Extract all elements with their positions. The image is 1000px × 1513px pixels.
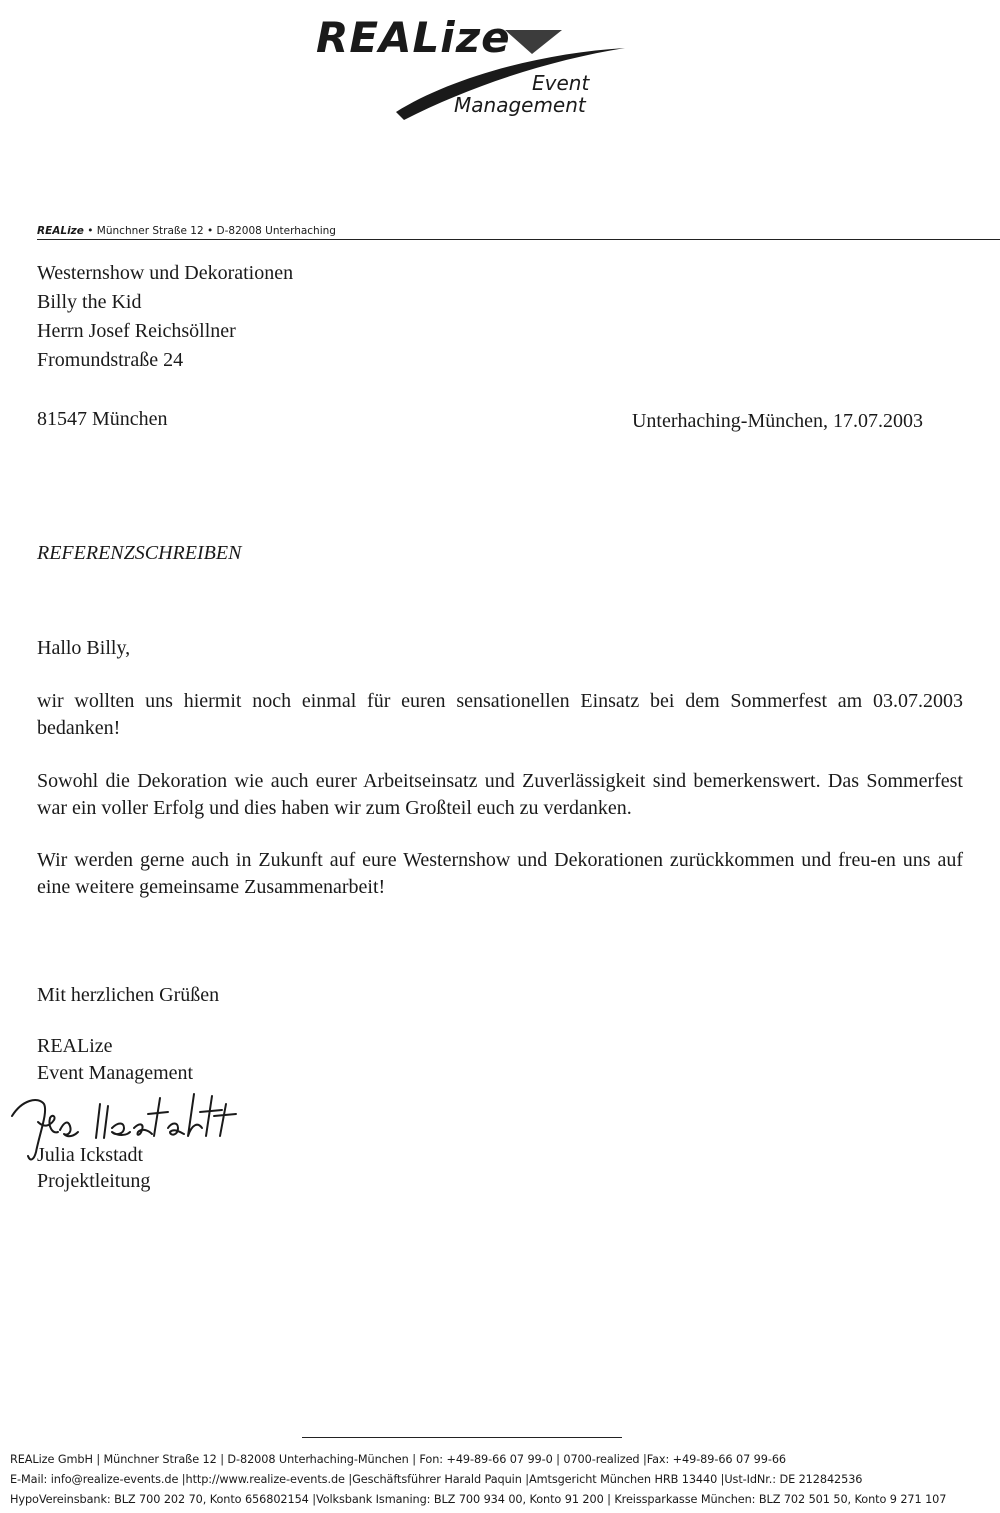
recipient-line-3: Herrn Josef Reichsöllner: [37, 320, 236, 342]
signature-text: Julia Ickstadt: [8, 1082, 14, 1083]
recipient-line-2: Billy the Kid: [37, 291, 142, 313]
footer-info: [10, 1450, 995, 1510]
signer-title: Projektleitung: [37, 1170, 151, 1192]
closing-company-line-1: REALize: [37, 1035, 113, 1057]
footer-divider: [302, 1437, 622, 1438]
sender-divider: [37, 239, 1000, 240]
logo-wordmark: REALize: [316, 13, 511, 62]
company-logo: [300, 8, 630, 126]
logo-event-text: Event: [532, 71, 590, 95]
recipient-line-4: Fromundstraße 24: [37, 349, 184, 371]
letter-subject: REFERENZSCHREIBEN: [37, 542, 242, 564]
signer-name: Julia Ickstadt: [37, 1144, 144, 1166]
sender-address: • Münchner Straße 12 • D-82008 Unterhaching: [87, 225, 336, 237]
closing-company-line-2: Event Management: [37, 1062, 194, 1084]
footer-line-3: HypoVereinsbank: BLZ 700 202 70, Konto 656802154 |Volksbank Ismaning: BLZ 700 934 00, Konto 91 200 | Kreissparkasse München: BLZ 702 501 50, Konto 9 271 107: [10, 1493, 947, 1506]
recipient-line-1: Westernshow und Dekorationen: [37, 262, 294, 284]
closing-salutation: Mit herzlichen Grüßen: [37, 984, 220, 1006]
letter-date: Unterhaching-München, 17.07.2003: [631, 410, 923, 432]
footer-line-1: REALize GmbH | Münchner Straße 12 | D-82008 Unterhaching-München | Fon: +49-89-66 07 99-0 | 0700-realized |Fax: +49-89-66 07 99-66: [10, 1453, 786, 1466]
sender-return-address: [37, 224, 336, 238]
body-paragraph-1: wir wollten uns hiermit noch einmal für euren sensationellen Einsatz bei dem Sommerfest am 03.07.2003 bedanken!: [37, 690, 963, 739]
body-paragraph-3: Wir werden gerne auch in Zukunft auf eure Westernshow und Dekorationen zurückkommen und freu-en uns auf eine weitere gemeinsame Zusammenarbeit!: [37, 849, 963, 898]
logo-management-text: Management: [454, 93, 586, 117]
letter-greeting: Hallo Billy,: [37, 637, 131, 659]
footer-line-2: E-Mail: info@realize-events.de |http://www.realize-events.de |Geschäftsführer Harald Paquin |Amtsgericht München HRB 13440 |Ust-IdNr.: DE 212842536: [10, 1473, 863, 1486]
body-paragraph-2: Sowohl die Dekoration wie auch eurer Arbeitseinsatz und Zuverlässigkeit sind bemerkenswert. Das Sommerfest war ein voller Erfolg und dies haben wir zum Großteil euch zu verdanken.: [37, 770, 963, 819]
recipient-address: [37, 259, 293, 375]
sender-brand: REALize: [37, 225, 84, 237]
recipient-city: 81547 München: [37, 408, 168, 430]
